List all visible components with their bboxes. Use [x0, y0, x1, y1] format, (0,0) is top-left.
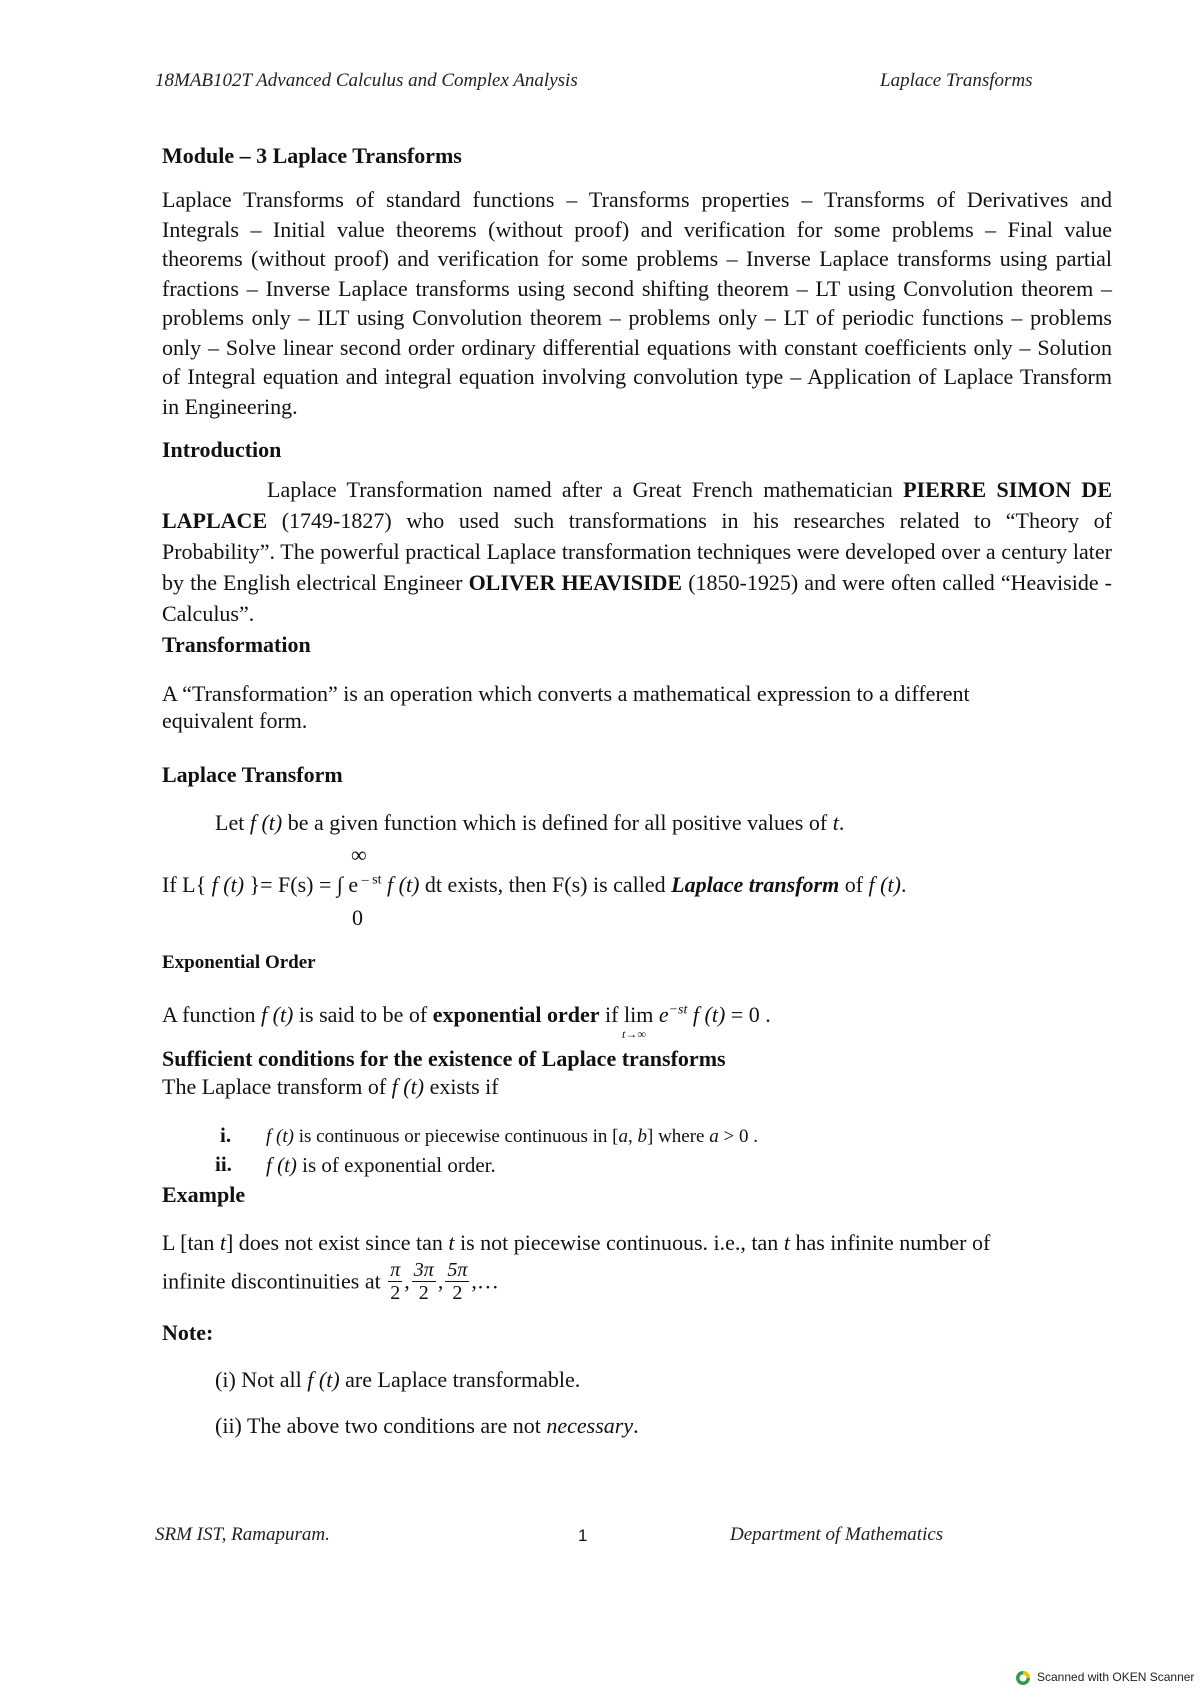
heaviside-name: OLIVER HEAVISIDE [468, 570, 683, 595]
integral-lower-limit: 0 [352, 905, 363, 930]
example-heading: Example [162, 1182, 246, 1207]
transformation-definition: A “Transformation” is an operation which converts a mathematical expression to a different equivalent form. [162, 681, 970, 733]
scanner-watermark: Scanned with OKEN Scanner [1015, 1670, 1194, 1686]
transformation-heading: Transformation [162, 632, 311, 657]
note-item: (ii) The above two conditions are not necessary. [215, 1413, 639, 1438]
condition-item: f (t) is continuous or piecewise continuous in [a, b] where a > 0 . [266, 1126, 758, 1147]
integral-sign: ∫ [336, 872, 343, 897]
exponential-order-heading: Exponential Order [162, 952, 316, 973]
page-number: 1 [578, 1526, 588, 1545]
fraction: $\frac{5\pi}{2}$ [447, 1259, 468, 1304]
integral-upper-limit: ∞ [351, 842, 367, 867]
laplace-transform-term: Laplace transform [671, 872, 840, 897]
condition-marker: i. [220, 1123, 232, 1147]
running-header-topic: Laplace Transforms [880, 70, 1033, 91]
fraction: $\frac{\pi}{2}$ [390, 1259, 401, 1304]
module-title: Module – 3 Laplace Transforms [162, 143, 462, 168]
note-heading: Note: [162, 1320, 214, 1345]
running-header-course: 18MAB102T Advanced Calculus and Complex Analysis [155, 70, 578, 91]
fraction: $\frac{3\pi}{2}$ [413, 1259, 434, 1304]
sufficient-conditions-heading: Sufficient conditions for the existence of Laplace transforms [162, 1046, 726, 1071]
footer-department: Department of Mathematics [730, 1524, 944, 1545]
footer-institution: SRM IST, Ramapuram. [155, 1524, 330, 1545]
condition-marker: ii. [215, 1152, 232, 1176]
example-discontinuities: infinite discontinuities at $\frac{\pi}{2}$ , $\frac{3\pi}{2}$ , $\frac{5\pi}{2}$ ,… [162, 1259, 499, 1304]
limit-operator: lim [624, 1002, 654, 1027]
example-statement: L [tan t] does not exist since tan t is not piecewise continuous. i.e., tan t has infinite number of [162, 1230, 991, 1255]
laplace-definition: If L{ f (t) }= F(s) = ∫ e $^{- st}$ f (t) dt exists, then F(s) is called Laplace transform of f (t). [162, 872, 907, 897]
exponential-order-definition: A function f (t) is said to be of exponential order if lim t→∞ $e^{-st}$ f (t) = 0 . [162, 1002, 771, 1041]
introduction-paragraph: Laplace Transformation named after a Great French mathematician PIERRE SIMON DE LAPLACE (1749-1827) who used such transformations in his researches related to “Theory of Probability”. The powerful practical Laplace transformation techniques were developed over a century later by the English electrical Engineer OLIVER HEAVISIDE (1850-1925) and were often called “Heaviside - Calculus”. [162, 477, 1112, 626]
sufficient-conditions-intro: The Laplace transform of f (t) exists if [162, 1074, 499, 1099]
scanner-logo-icon [1015, 1670, 1031, 1686]
syllabus-paragraph: Laplace Transforms of standard functions – Transforms properties – Transforms of Derivatives and Integrals – Initial value theorems (without proof) and verification for some problems – Final value theorems (without proof) and verification for some problems – Inverse Laplace transforms using partial fractions – Inverse Laplace transforms using second shifting theorem – LT using Convolution theorem – problems only – ILT using Convolution theorem – problems only – LT of periodic functions – problems only – Solve linear second order ordinary differential equations with constant coefficients only – Solution of Integral equation and integral equation involving convolution type – Application of Laplace Transform in Engineering. [162, 187, 1112, 419]
laplace-let-statement: Let f (t) be a given function which is defined for all positive values of t. [215, 810, 845, 835]
laplace-transform-heading: Laplace Transform [162, 762, 343, 787]
note-item: (i) Not all f (t) are Laplace transformable. [215, 1367, 581, 1392]
limit-subscript: t→∞ [622, 1027, 646, 1041]
introduction-heading: Introduction [162, 437, 282, 462]
condition-item: f (t) is of exponential order. [266, 1153, 496, 1177]
laplace-name: PIERRE SIMON DE LAPLACE [162, 477, 1112, 533]
